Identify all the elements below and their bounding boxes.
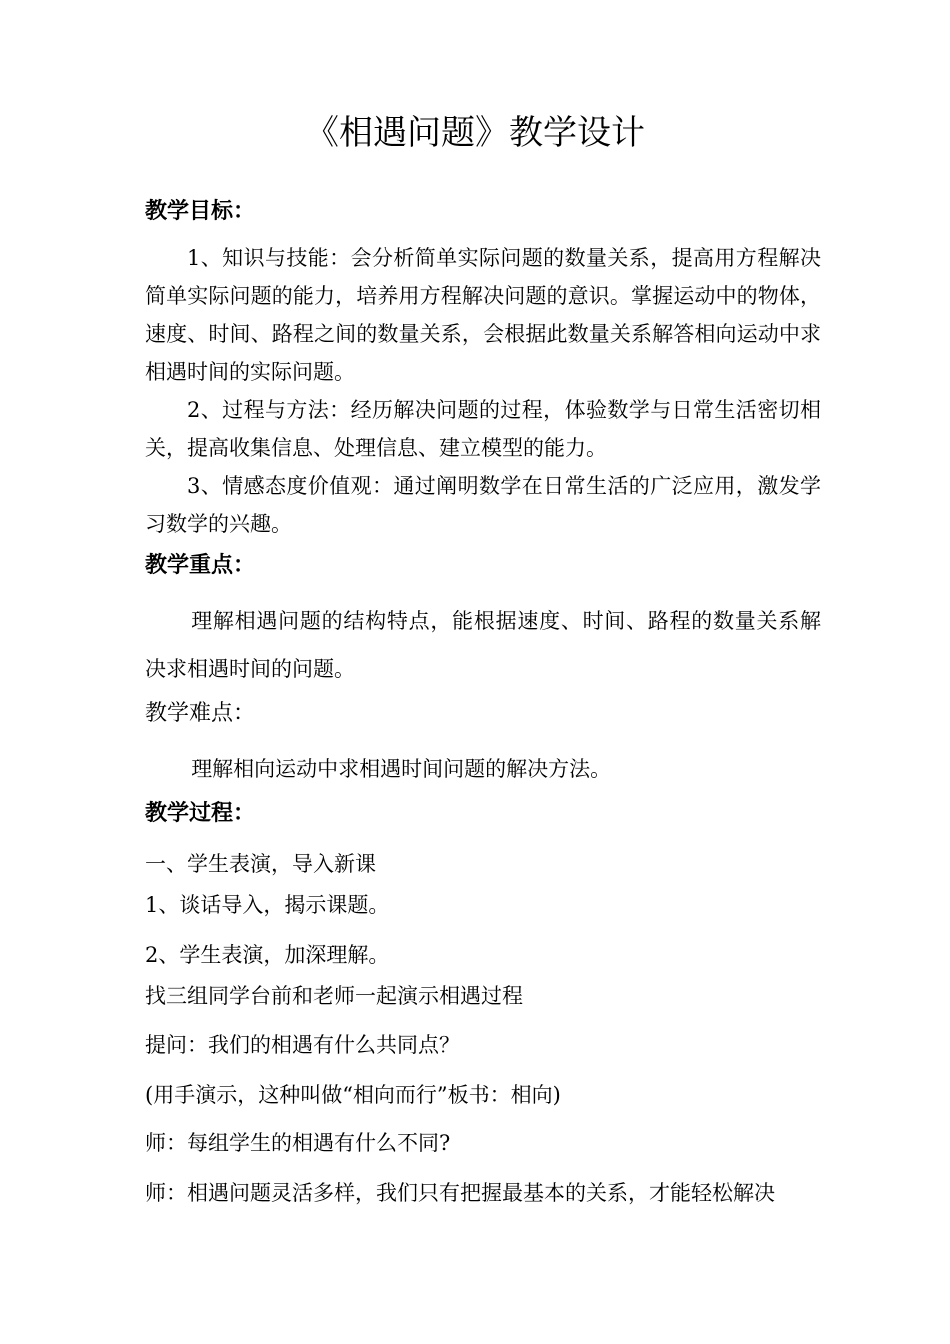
difficulties-text: 理解相向运动中求相遇时间问题的解决方法。: [191, 757, 612, 781]
process-line: 1、谈话导入，揭示课题。: [145, 893, 390, 917]
process-line: (用手演示，这种叫做“相向而行”板书：相向): [145, 1083, 561, 1107]
process-line: 2、学生表演，加深理解。: [145, 943, 390, 967]
process-line: 找三组同学台前和老师一起演示相遇过程: [145, 984, 523, 1008]
process-line: 提问：我们的相遇有什么共同点？: [145, 1033, 460, 1057]
objective-item-1: 1、知识与技能：会分析简单实际问题的数量关系，提高用方程解决简单实际问题的能力，培养用方程解决问题的意识。掌握运动中的物体，速度、时间、路程之间的数量关系，会根据此数量关系解答相向运动中求相遇时间的实际问题。: [145, 246, 821, 384]
document-title: 《相遇问题》教学设计: [305, 113, 645, 153]
process-line: 师：每组学生的相遇有什么不同?: [145, 1131, 451, 1155]
objective-item-2: 2、过程与方法：经历解决问题的过程，体验数学与日常生活密切相关，提高收集信息、处理信息、建立模型的能力。: [145, 398, 821, 460]
process-heading: 教学过程：: [145, 801, 256, 826]
difficulties-heading: 教学难点：: [145, 701, 256, 726]
objective-item-3: 3、情感态度价值观：通过阐明数学在日常生活的广泛应用，激发学习数学的兴趣。: [145, 474, 821, 536]
key-points-text: 理解相遇问题的结构特点，能根据速度、时间、路程的数量关系解决求相遇时间的问题。: [145, 609, 821, 681]
process-line: 师：相遇问题灵活多样，我们只有把握最基本的关系，才能轻松解决: [145, 1181, 775, 1205]
process-line: 一、学生表演，导入新课: [145, 852, 376, 876]
objectives-heading: 教学目标：: [145, 199, 256, 224]
key-points-heading: 教学重点：: [145, 553, 256, 578]
